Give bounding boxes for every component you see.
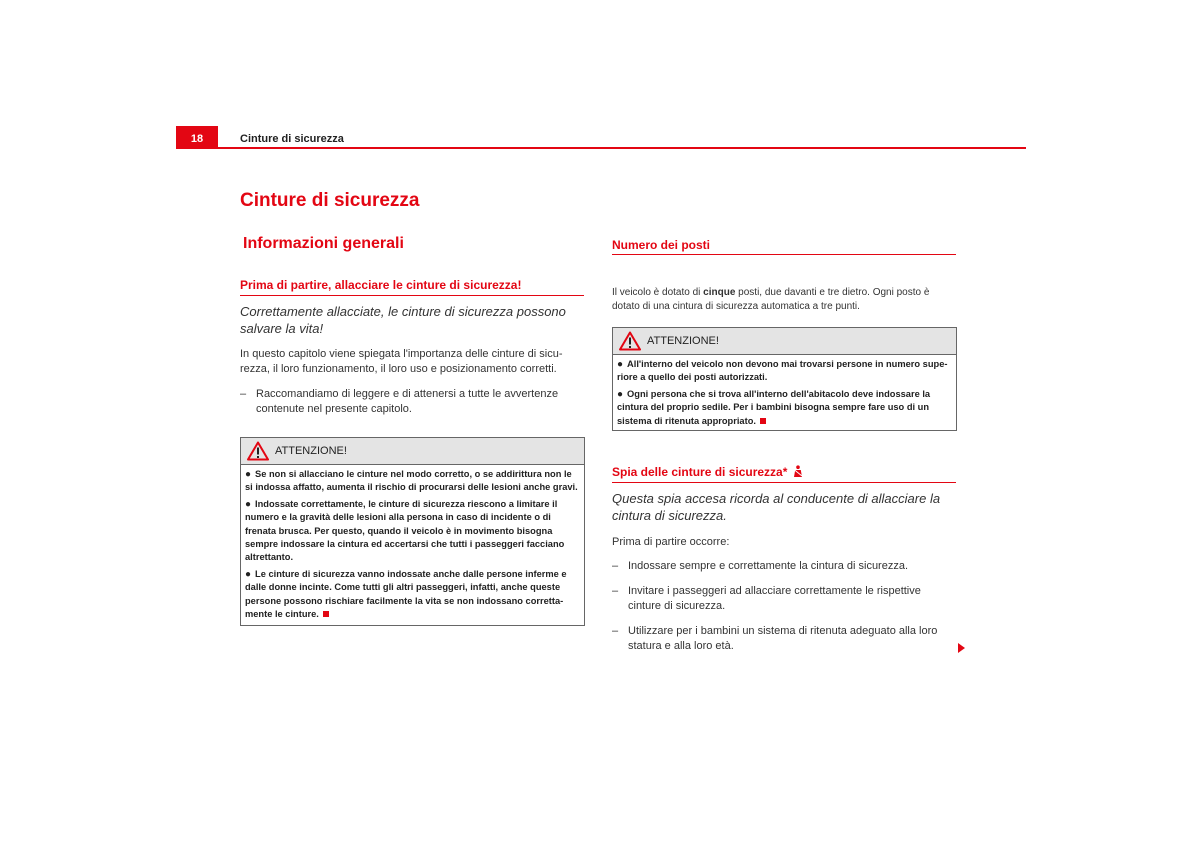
dash-marker: – (612, 625, 619, 637)
subheading-before-driving: Prima di partire, allacciare le cinture di sicurezza! (240, 278, 522, 292)
running-header-title: Cinture di sicurezza (240, 133, 344, 145)
warning-item: ● Indossate correttamente, le cinture di sicurezza riescono a limitare il numero e la gravità delle lesioni alla persona in caso di incidente o di frenata brusca. Per questo, quando il veicolo è in movimento bisogna sempre indossare la cintura ed accertarsi che tutti i passeggeri facciano altrettanto. (245, 498, 565, 563)
warning-header (613, 328, 956, 355)
seats-paragraph: Il veicolo è dotato di cinque posti, due davanti e tre dietro. Ogni posto è dotato di una cintura di sicurezza automatica a tre punti. (612, 287, 930, 312)
page-number: 18 (190, 133, 204, 145)
list-item: – Indossare sempre e correttamente la cintura di sicurezza. (612, 560, 909, 572)
seatbelt-warning-lamp-icon (792, 465, 804, 479)
warning-item: ● All'interno del veicolo non devono mai trovarsi persone in numero supe- riore a quello dei posti autorizzati. (617, 359, 948, 383)
header-rule (176, 147, 1026, 149)
subheading-rule (612, 254, 956, 255)
warning-box (612, 327, 957, 431)
warning-box (240, 437, 585, 626)
dash-marker: – (612, 560, 619, 572)
subheading-seats: Numero dei posti (612, 238, 711, 252)
warning-label: ATTENZIONE! (647, 335, 719, 347)
subheading-belt-warning-lamp: Spia delle cinture di sicurezza* (612, 465, 804, 479)
warning-body (613, 355, 956, 435)
warning-triangle-icon (619, 331, 641, 351)
list-item: – Utilizzare per i bambini un sistema di ritenuta adeguato alla loro statura e alla loro età. (612, 625, 938, 652)
end-of-section-marker (760, 418, 766, 424)
chapter-title: Cinture di sicurezza (240, 190, 420, 211)
warning-body (241, 465, 584, 628)
warning-label: ATTENZIONE! (275, 445, 347, 457)
list-item: – Raccomandiamo di leggere e di attenersi a tutte le avvertenze contenute nel presente capitolo. (240, 388, 559, 415)
lead-text: Correttamente allacciate, le cinture di sicurezza possono salvare la vita! (240, 304, 566, 336)
warning-item: ● Ogni persona che si trova all'interno dell'abitacolo deve indossare la cintura del proprio sedile. Per i bambini bisogna sempre fare uso di un sistema di ritenuta appropriato. (617, 388, 931, 426)
warning-header (241, 438, 584, 465)
section-title: Informazioni generali (243, 235, 404, 252)
continue-arrow-icon (958, 643, 965, 653)
lamp-intro: Prima di partire occorre: (612, 536, 730, 548)
subheading-rule (240, 295, 584, 296)
warning-item: ● Le cinture di sicurezza vanno indossate anche dalle persone inferme e dalle donne incinte. Come tutti gli altri passeggeri, infatti, anche queste persone possono rischiare facilmente la vita se non indossano corretta- mente le cinture. (245, 568, 567, 620)
intro-paragraph: In questo capitolo viene spiegata l'importanza delle cinture di sicu- rezza, il loro funzionamento, il loro uso e posizionamento corretti. (240, 348, 563, 375)
lamp-lead-text: Questa spia accesa ricorda al conducente di allacciare la cintura di sicurezza. (612, 491, 941, 523)
list-item: – Invitare i passeggeri ad allacciare correttamente le rispettive cinture di sicurezza. (612, 585, 921, 612)
dash-marker: – (240, 388, 247, 400)
subheading-rule (612, 482, 956, 483)
dash-marker: – (612, 585, 619, 597)
warning-triangle-icon (247, 441, 269, 461)
end-of-section-marker (323, 611, 329, 617)
warning-item: ● Se non si allacciano le cinture nel modo corretto, o se addirittura non le si indossa affatto, aumenta il rischio di procurarsi delle lesioni anche gravi. (245, 469, 578, 493)
